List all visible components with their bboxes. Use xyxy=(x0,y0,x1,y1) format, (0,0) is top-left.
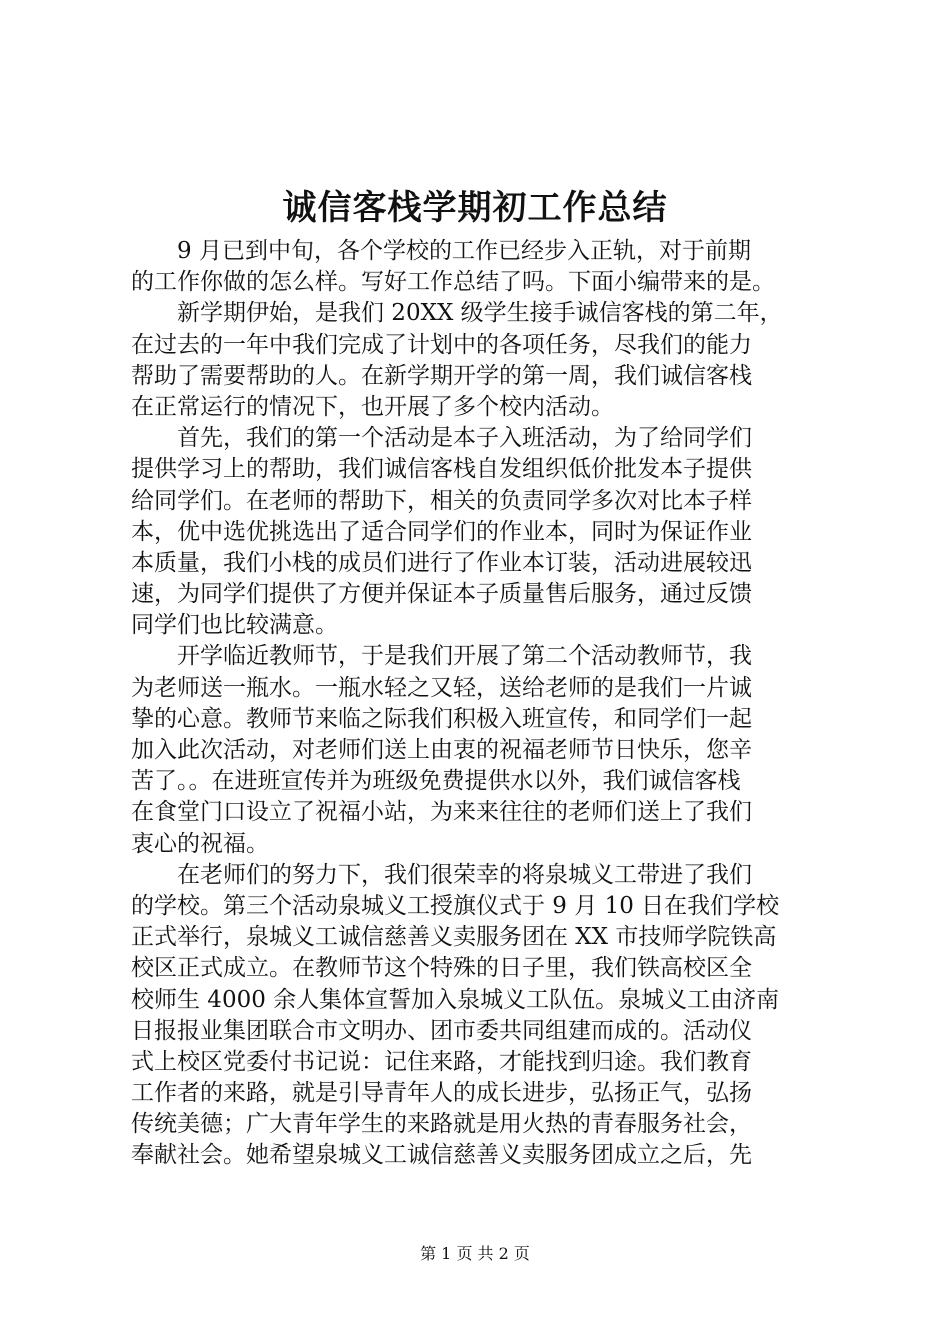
text-line: 加入此次活动，对老师们送上由衷的祝福老师节日快乐，您辛 xyxy=(131,737,752,763)
text-line: 首先，我们的第一个活动是本子入班活动，为了给同学们 xyxy=(131,425,752,452)
text-line: 9 月已到中旬，各个学校的工作已经步入正轨，对于前期 xyxy=(131,238,751,264)
text-line: 新学期伊始，是我们 20XX 级学生接手诚信客栈的第二年， xyxy=(131,300,783,327)
paragraph-notebook-activity xyxy=(131,423,827,641)
text-line: 本，优中选优挑选出了适合同学们的作业本，同时为保证作业 xyxy=(131,518,752,545)
text-line: 在过去的一年中我们完成了计划中的各项任务，尽我们的能力 xyxy=(131,331,752,358)
paragraph-volunteer-ceremony xyxy=(131,860,827,1172)
document-title: 诚信客栈学期初工作总结 xyxy=(282,188,668,228)
text-line: 在正常运行的情况下，也开展了多个校内活动。 xyxy=(131,393,614,420)
text-line: 衷心的祝福。 xyxy=(131,830,269,857)
text-line: 式上校区党委付书记说：记住来路，才能找到归途。我们教育 xyxy=(131,1048,752,1075)
intro-paragraph xyxy=(131,236,827,298)
text-line: 的工作你做的怎么样。写好工作总结了吗。下面小编带来的是。 xyxy=(131,269,775,296)
text-line: 苦了。。在进班宣传并为班级免费提供水以外，我们诚信客栈 xyxy=(131,768,741,795)
text-line: 本质量，我们小栈的成员们进行了作业本订装，活动进展较迅 xyxy=(131,549,752,576)
text-line: 同学们也比较满意。 xyxy=(131,612,338,639)
text-line: 开学临近教师节，于是我们开展了第二个活动教师节，我 xyxy=(131,643,752,670)
text-line: 工作者的来路，就是引导青年人的成长进步，弘扬正气，弘扬 xyxy=(131,1080,752,1107)
text-line: 的学校。第三个活动泉城义工授旗仪式于 9 月 10 日在我们学校 xyxy=(131,892,780,919)
text-line: 速，为同学们提供了方便并保证本子质量售后服务，通过反馈 xyxy=(131,581,752,608)
text-line: 给同学们。在老师的帮助下，相关的负责同学多次对比本子样 xyxy=(131,487,752,514)
page-footer: 第 1 页 共 2 页 xyxy=(420,1244,530,1263)
paragraph-teachers-day xyxy=(131,641,827,859)
text-line: 为老师送一瓶水。一瓶水轻之又轻，送给老师的是我们一片诚 xyxy=(131,674,752,701)
document-body xyxy=(131,236,827,1172)
text-line: 在老师们的努力下，我们很荣幸的将泉城义工带进了我们 xyxy=(131,861,752,888)
text-line: 提供学习上的帮助，我们诚信客栈自发组织低价批发本子提供 xyxy=(131,456,752,483)
text-line: 校区正式成立。在教师节这个特殊的日子里，我们铁高校区全 xyxy=(131,955,752,982)
text-line: 奉献社会。她希望泉城义工诚信慈善义卖服务团成立之后，先 xyxy=(131,1142,752,1169)
text-line: 帮助了需要帮助的人。在新学期开学的第一周，我们诚信客栈 xyxy=(131,362,752,389)
text-line: 正式举行，泉城义工诚信慈善义卖服务团在 XX 市技师学院铁高 xyxy=(131,924,777,951)
text-line: 在食堂门口设立了祝福小站，为来来往往的老师们送上了我们 xyxy=(131,799,752,826)
text-line: 校师生 4000 余人集体宣誓加入泉城义工队伍。泉城义工由济南 xyxy=(131,986,780,1013)
text-line: 传统美德；广大青年学生的来路就是用火热的青春服务社会， xyxy=(131,1111,752,1138)
text-line: 挚的心意。教师节来临之际我们积极入班宣传，和同学们一起 xyxy=(131,705,752,732)
paragraph-opening xyxy=(131,298,827,423)
text-line: 日报报业集团联合市文明办、团市委共同组建而成的。活动仪 xyxy=(131,1017,752,1044)
